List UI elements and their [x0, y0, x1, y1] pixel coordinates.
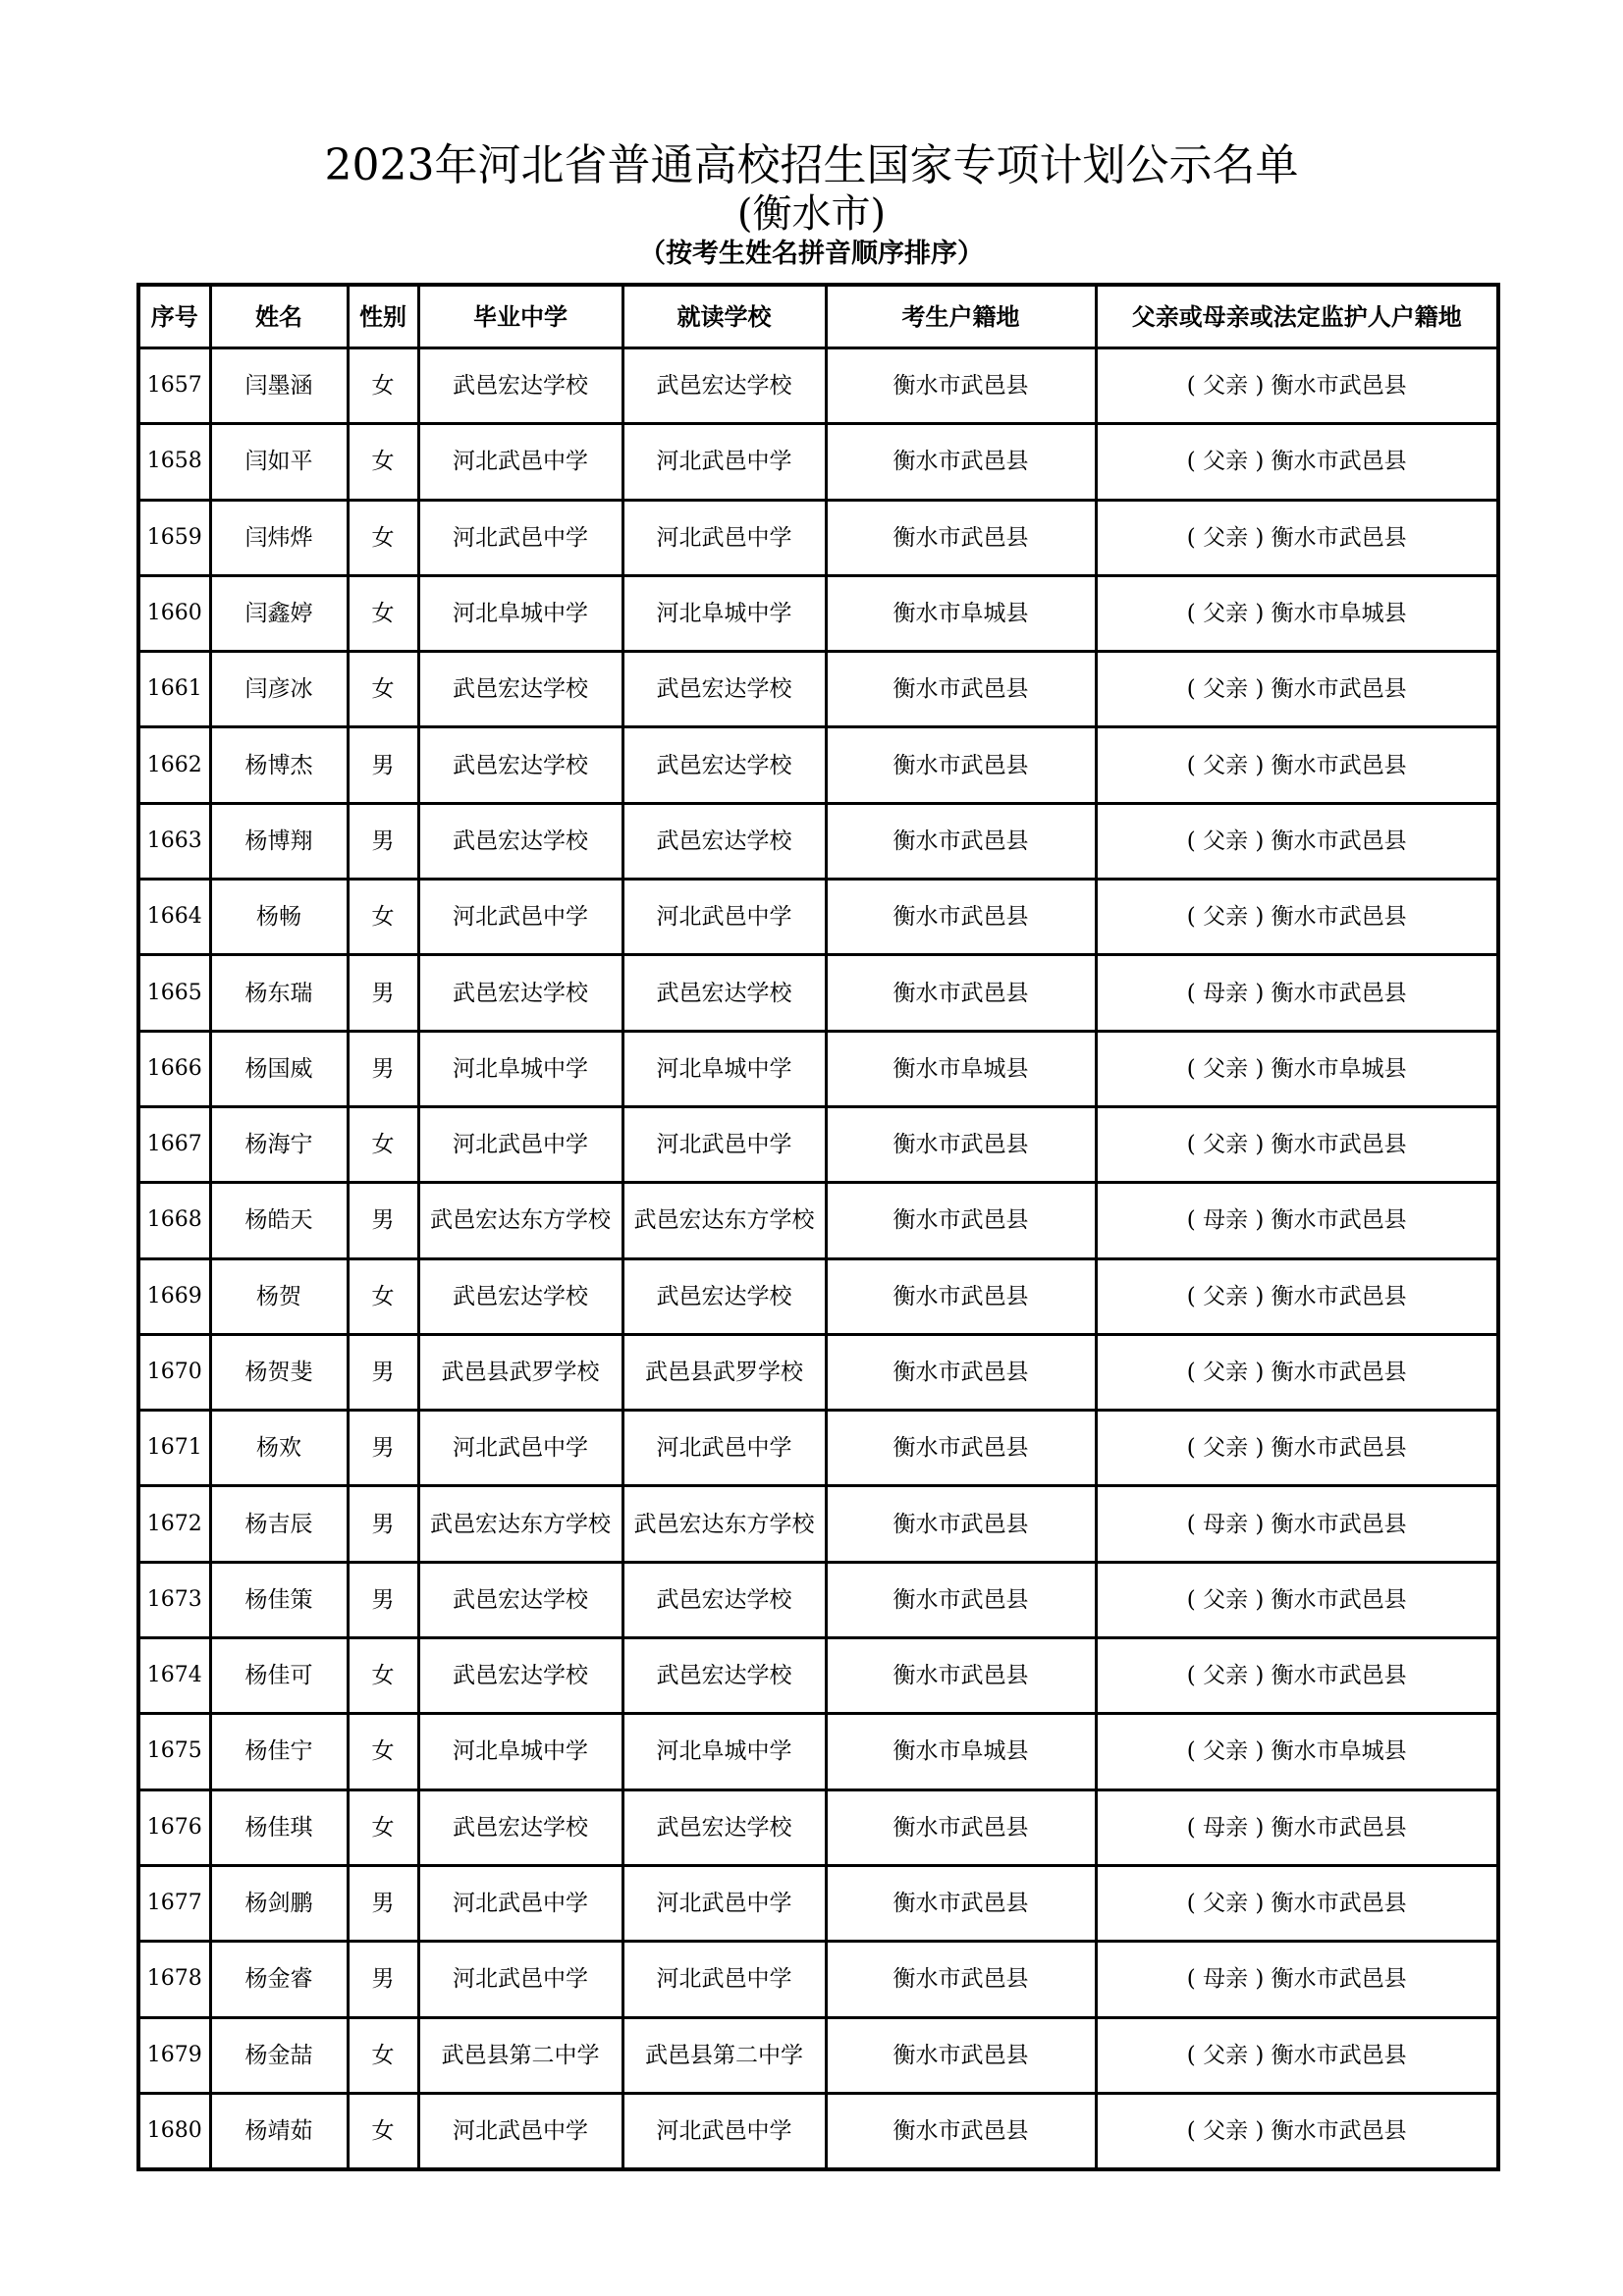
cell-gender: 男 [348, 1334, 418, 1410]
cell-gender: 女 [348, 2093, 418, 2169]
cell-graduated-school: 武邑宏达学校 [418, 1258, 622, 1334]
cell-serial: 1677 [138, 1865, 210, 1941]
cell-serial: 1658 [138, 424, 210, 500]
cell-attending-school: 河北武邑中学 [622, 1942, 826, 2017]
cell-student-domicile: 衡水市武邑县 [826, 1183, 1096, 1258]
cell-gender: 男 [348, 955, 418, 1031]
cell-graduated-school: 武邑宏达学校 [418, 348, 622, 424]
table-row [138, 652, 1498, 727]
cell-name: 闫彦冰 [210, 652, 348, 727]
cell-gender: 男 [348, 1183, 418, 1258]
cell-student-domicile: 衡水市武邑县 [826, 2093, 1096, 2169]
cell-guardian-domicile: ( 母亲 ) 衡水市武邑县 [1096, 1789, 1498, 1865]
cell-name: 杨金喆 [210, 2017, 348, 2093]
cell-graduated-school: 河北武邑中学 [418, 1942, 622, 2017]
cell-gender: 女 [348, 424, 418, 500]
cell-gender: 男 [348, 1562, 418, 1637]
cell-serial: 1675 [138, 1714, 210, 1789]
cell-student-domicile: 衡水市武邑县 [826, 1106, 1096, 1182]
table-row [138, 1486, 1498, 1562]
header-name: 姓名 [210, 285, 348, 348]
header-serial: 序号 [138, 285, 210, 348]
cell-gender: 男 [348, 803, 418, 879]
cell-gender: 女 [348, 652, 418, 727]
cell-student-domicile: 衡水市阜城县 [826, 575, 1096, 651]
cell-attending-school: 河北武邑中学 [622, 1411, 826, 1486]
sort-note: （按考生姓名拼音顺序排序） [639, 239, 984, 269]
cell-graduated-school: 河北武邑中学 [418, 1106, 622, 1182]
cell-serial: 1678 [138, 1942, 210, 2017]
cell-graduated-school: 河北武邑中学 [418, 1411, 622, 1486]
cell-name: 杨佳策 [210, 1562, 348, 1637]
table-row [138, 575, 1498, 651]
cell-guardian-domicile: ( 父亲 ) 衡水市武邑县 [1096, 2017, 1498, 2093]
cell-student-domicile: 衡水市武邑县 [826, 652, 1096, 727]
cell-guardian-domicile: ( 父亲 ) 衡水市武邑县 [1096, 1334, 1498, 1410]
cell-graduated-school: 河北武邑中学 [418, 2093, 622, 2169]
table-row [138, 500, 1498, 575]
cell-attending-school: 河北武邑中学 [622, 880, 826, 955]
cell-gender: 女 [348, 1638, 418, 1714]
table-row [138, 1031, 1498, 1106]
cell-student-domicile: 衡水市武邑县 [826, 1334, 1096, 1410]
cell-name: 闫如平 [210, 424, 348, 500]
cell-guardian-domicile: ( 母亲 ) 衡水市武邑县 [1096, 1486, 1498, 1562]
cell-name: 杨畅 [210, 880, 348, 955]
cell-attending-school: 河北武邑中学 [622, 1865, 826, 1941]
table-row [138, 727, 1498, 803]
cell-attending-school: 武邑宏达学校 [622, 1562, 826, 1637]
cell-attending-school: 武邑宏达学校 [622, 348, 826, 424]
cell-guardian-domicile: ( 父亲 ) 衡水市武邑县 [1096, 2093, 1498, 2169]
cell-guardian-domicile: ( 父亲 ) 衡水市阜城县 [1096, 1031, 1498, 1106]
header-attending-school: 就读学校 [622, 285, 826, 348]
cell-graduated-school: 武邑县武罗学校 [418, 1334, 622, 1410]
cell-serial: 1661 [138, 652, 210, 727]
cell-name: 杨海宁 [210, 1106, 348, 1182]
cell-attending-school: 武邑宏达东方学校 [622, 1183, 826, 1258]
cell-graduated-school: 河北阜城中学 [418, 1031, 622, 1106]
cell-student-domicile: 衡水市武邑县 [826, 1865, 1096, 1941]
cell-name: 杨佳琪 [210, 1789, 348, 1865]
cell-guardian-domicile: ( 父亲 ) 衡水市武邑县 [1096, 1258, 1498, 1334]
cell-student-domicile: 衡水市阜城县 [826, 1714, 1096, 1789]
cell-serial: 1676 [138, 1789, 210, 1865]
cell-name: 杨佳可 [210, 1638, 348, 1714]
document-title: 2023年河北省普通高校招生国家专项计划公示名单 [324, 140, 1299, 190]
cell-attending-school: 河北阜城中学 [622, 1714, 826, 1789]
cell-attending-school: 河北武邑中学 [622, 1106, 826, 1182]
cell-gender: 女 [348, 348, 418, 424]
cell-guardian-domicile: ( 父亲 ) 衡水市武邑县 [1096, 1106, 1498, 1182]
cell-graduated-school: 武邑宏达学校 [418, 727, 622, 803]
cell-gender: 男 [348, 1411, 418, 1486]
cell-student-domicile: 衡水市武邑县 [826, 727, 1096, 803]
table-row [138, 1865, 1498, 1941]
cell-graduated-school: 武邑宏达学校 [418, 652, 622, 727]
cell-student-domicile: 衡水市武邑县 [826, 1258, 1096, 1334]
cell-serial: 1663 [138, 803, 210, 879]
cell-name: 杨东瑞 [210, 955, 348, 1031]
cell-name: 杨皓天 [210, 1183, 348, 1258]
cell-graduated-school: 武邑县第二中学 [418, 2017, 622, 2093]
table-row [138, 1411, 1498, 1486]
cell-graduated-school: 武邑宏达东方学校 [418, 1183, 622, 1258]
cell-guardian-domicile: ( 父亲 ) 衡水市阜城县 [1096, 1714, 1498, 1789]
cell-name: 闫墨涵 [210, 348, 348, 424]
table-row [138, 1638, 1498, 1714]
cell-graduated-school: 武邑宏达东方学校 [418, 1486, 622, 1562]
document-subtitle: (衡水市) [736, 191, 887, 237]
cell-name: 闫炜烨 [210, 500, 348, 575]
cell-graduated-school: 河北武邑中学 [418, 500, 622, 575]
cell-guardian-domicile: ( 父亲 ) 衡水市武邑县 [1096, 424, 1498, 500]
table-row [138, 1714, 1498, 1789]
header-gender: 性别 [348, 285, 418, 348]
cell-guardian-domicile: ( 父亲 ) 衡水市武邑县 [1096, 1638, 1498, 1714]
cell-gender: 女 [348, 1789, 418, 1865]
cell-gender: 男 [348, 1031, 418, 1106]
cell-gender: 男 [348, 727, 418, 803]
cell-graduated-school: 河北阜城中学 [418, 1714, 622, 1789]
cell-gender: 女 [348, 1258, 418, 1334]
cell-attending-school: 河北武邑中学 [622, 500, 826, 575]
cell-name: 杨靖茹 [210, 2093, 348, 2169]
cell-student-domicile: 衡水市阜城县 [826, 1031, 1096, 1106]
header-graduated-school: 毕业中学 [418, 285, 622, 348]
cell-student-domicile: 衡水市武邑县 [826, 1789, 1096, 1865]
cell-guardian-domicile: ( 母亲 ) 衡水市武邑县 [1096, 1183, 1498, 1258]
cell-guardian-domicile: ( 父亲 ) 衡水市武邑县 [1096, 1562, 1498, 1637]
cell-guardian-domicile: ( 父亲 ) 衡水市阜城县 [1096, 575, 1498, 651]
cell-student-domicile: 衡水市武邑县 [826, 2017, 1096, 2093]
cell-serial: 1664 [138, 880, 210, 955]
table-row [138, 348, 1498, 424]
cell-student-domicile: 衡水市武邑县 [826, 500, 1096, 575]
cell-attending-school: 武邑县第二中学 [622, 2017, 826, 2093]
cell-attending-school: 武邑宏达学校 [622, 803, 826, 879]
cell-serial: 1669 [138, 1258, 210, 1334]
cell-graduated-school: 武邑宏达学校 [418, 803, 622, 879]
cell-guardian-domicile: ( 父亲 ) 衡水市武邑县 [1096, 500, 1498, 575]
cell-attending-school: 武邑宏达学校 [622, 1258, 826, 1334]
cell-attending-school: 武邑宏达东方学校 [622, 1486, 826, 1562]
header-student-domicile: 考生户籍地 [826, 285, 1096, 348]
cell-gender: 男 [348, 1486, 418, 1562]
cell-name: 杨贺 [210, 1258, 348, 1334]
cell-graduated-school: 河北阜城中学 [418, 575, 622, 651]
cell-name: 杨金睿 [210, 1942, 348, 2017]
cell-serial: 1662 [138, 727, 210, 803]
cell-guardian-domicile: ( 母亲 ) 衡水市武邑县 [1096, 955, 1498, 1031]
cell-attending-school: 武邑宏达学校 [622, 652, 826, 727]
cell-name: 闫鑫婷 [210, 575, 348, 651]
table-row [138, 2093, 1498, 2169]
table-row [138, 2017, 1498, 2093]
cell-name: 杨吉辰 [210, 1486, 348, 1562]
cell-guardian-domicile: ( 母亲 ) 衡水市武邑县 [1096, 1942, 1498, 2017]
table-row [138, 1562, 1498, 1637]
cell-serial: 1665 [138, 955, 210, 1031]
cell-serial: 1680 [138, 2093, 210, 2169]
cell-guardian-domicile: ( 父亲 ) 衡水市武邑县 [1096, 652, 1498, 727]
cell-gender: 女 [348, 1714, 418, 1789]
cell-name: 杨佳宁 [210, 1714, 348, 1789]
cell-serial: 1672 [138, 1486, 210, 1562]
cell-serial: 1659 [138, 500, 210, 575]
cell-gender: 男 [348, 1865, 418, 1941]
cell-serial: 1657 [138, 348, 210, 424]
cell-attending-school: 武邑宏达学校 [622, 1638, 826, 1714]
cell-serial: 1673 [138, 1562, 210, 1637]
cell-student-domicile: 衡水市武邑县 [826, 1942, 1096, 2017]
cell-student-domicile: 衡水市武邑县 [826, 1562, 1096, 1637]
cell-graduated-school: 武邑宏达学校 [418, 1562, 622, 1637]
roster-table [136, 283, 1500, 2171]
cell-graduated-school: 河北武邑中学 [418, 880, 622, 955]
cell-serial: 1660 [138, 575, 210, 651]
cell-student-domicile: 衡水市武邑县 [826, 1638, 1096, 1714]
cell-serial: 1671 [138, 1411, 210, 1486]
cell-gender: 女 [348, 880, 418, 955]
table-row [138, 1258, 1498, 1334]
cell-student-domicile: 衡水市武邑县 [826, 955, 1096, 1031]
cell-gender: 女 [348, 1106, 418, 1182]
cell-gender: 男 [348, 1942, 418, 2017]
cell-attending-school: 武邑宏达学校 [622, 727, 826, 803]
cell-attending-school: 河北阜城中学 [622, 1031, 826, 1106]
cell-attending-school: 河北武邑中学 [622, 424, 826, 500]
cell-graduated-school: 河北武邑中学 [418, 1865, 622, 1941]
cell-student-domicile: 衡水市武邑县 [826, 1411, 1096, 1486]
cell-guardian-domicile: ( 父亲 ) 衡水市武邑县 [1096, 348, 1498, 424]
table-row [138, 1942, 1498, 2017]
cell-student-domicile: 衡水市武邑县 [826, 424, 1096, 500]
cell-gender: 女 [348, 500, 418, 575]
table-row [138, 880, 1498, 955]
cell-gender: 女 [348, 575, 418, 651]
cell-student-domicile: 衡水市武邑县 [826, 348, 1096, 424]
cell-name: 杨贺斐 [210, 1334, 348, 1410]
cell-serial: 1667 [138, 1106, 210, 1182]
cell-attending-school: 武邑县武罗学校 [622, 1334, 826, 1410]
cell-graduated-school: 武邑宏达学校 [418, 1789, 622, 1865]
cell-serial: 1679 [138, 2017, 210, 2093]
header-guardian-domicile: 父亲或母亲或法定监护人户籍地 [1096, 285, 1498, 348]
cell-student-domicile: 衡水市武邑县 [826, 880, 1096, 955]
cell-attending-school: 武邑宏达学校 [622, 1789, 826, 1865]
cell-guardian-domicile: ( 父亲 ) 衡水市武邑县 [1096, 803, 1498, 879]
cell-name: 杨博杰 [210, 727, 348, 803]
cell-guardian-domicile: ( 父亲 ) 衡水市武邑县 [1096, 1865, 1498, 1941]
cell-attending-school: 武邑宏达学校 [622, 955, 826, 1031]
cell-gender: 女 [348, 2017, 418, 2093]
cell-name: 杨剑鹏 [210, 1865, 348, 1941]
cell-guardian-domicile: ( 父亲 ) 衡水市武邑县 [1096, 727, 1498, 803]
table-header-row [138, 285, 1498, 348]
cell-serial: 1666 [138, 1031, 210, 1106]
table-row [138, 424, 1498, 500]
table-row [138, 1106, 1498, 1182]
cell-serial: 1670 [138, 1334, 210, 1410]
cell-student-domicile: 衡水市武邑县 [826, 1486, 1096, 1562]
cell-graduated-school: 武邑宏达学校 [418, 1638, 622, 1714]
cell-guardian-domicile: ( 父亲 ) 衡水市武邑县 [1096, 1411, 1498, 1486]
table-row [138, 955, 1498, 1031]
cell-serial: 1668 [138, 1183, 210, 1258]
table-row [138, 1183, 1498, 1258]
cell-student-domicile: 衡水市武邑县 [826, 803, 1096, 879]
cell-graduated-school: 武邑宏达学校 [418, 955, 622, 1031]
table-row [138, 1789, 1498, 1865]
cell-attending-school: 河北阜城中学 [622, 575, 826, 651]
cell-guardian-domicile: ( 父亲 ) 衡水市武邑县 [1096, 880, 1498, 955]
cell-name: 杨国威 [210, 1031, 348, 1106]
cell-serial: 1674 [138, 1638, 210, 1714]
cell-attending-school: 河北武邑中学 [622, 2093, 826, 2169]
cell-name: 杨欢 [210, 1411, 348, 1486]
cell-name: 杨博翔 [210, 803, 348, 879]
cell-graduated-school: 河北武邑中学 [418, 424, 622, 500]
table-row [138, 1334, 1498, 1410]
table-row [138, 803, 1498, 879]
